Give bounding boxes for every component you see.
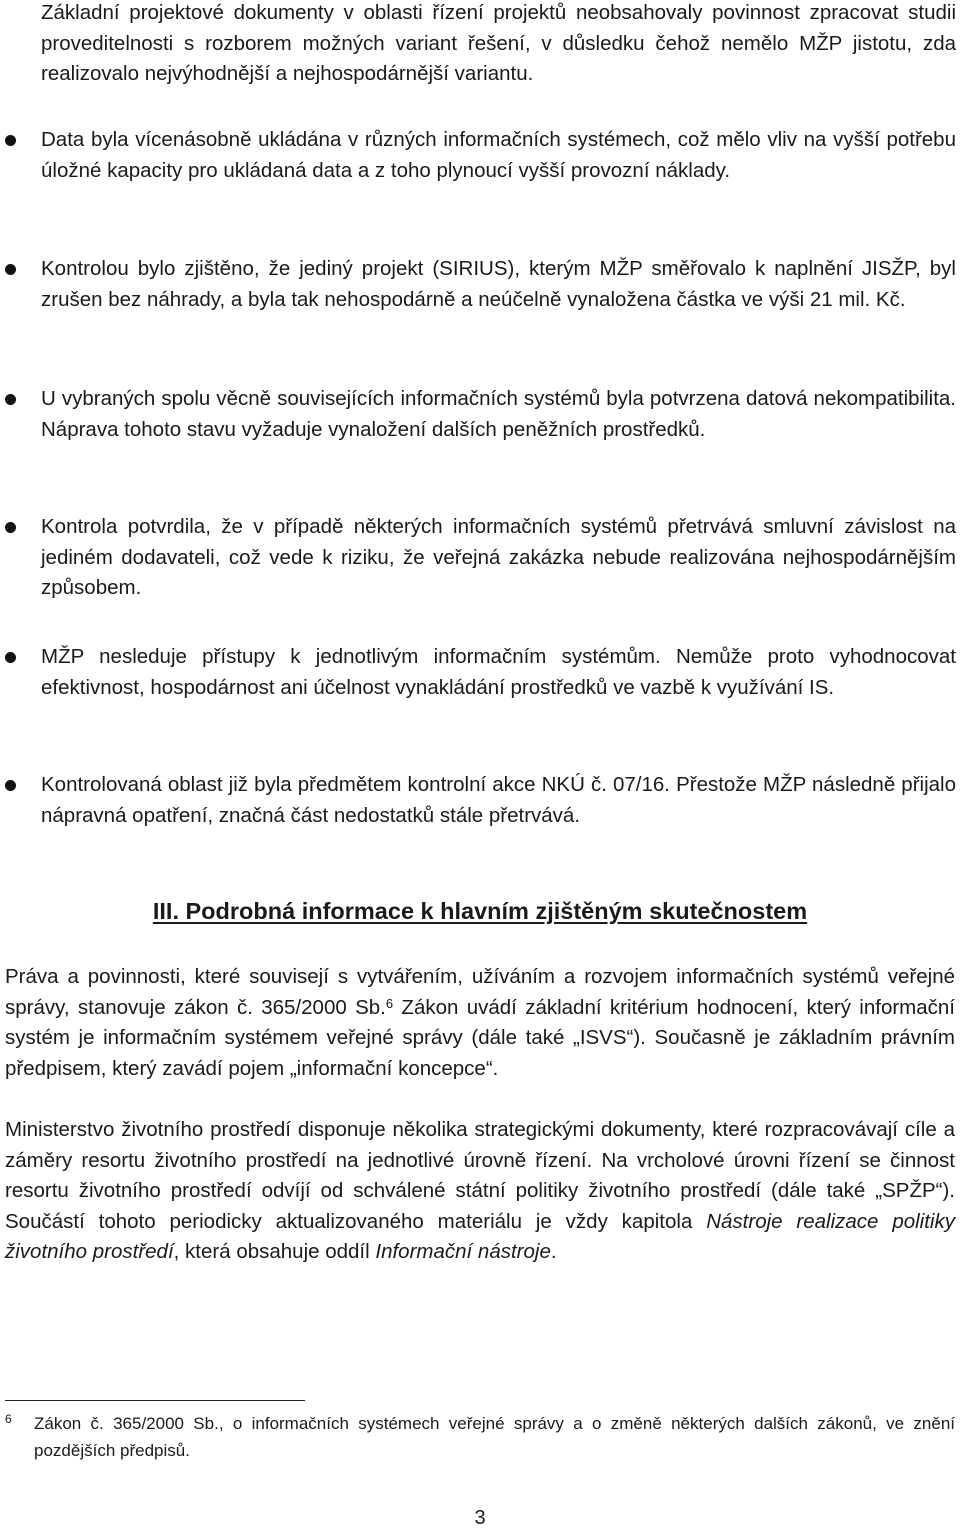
paragraph-ministry-strategy [5, 1115, 955, 1268]
list-item-text: Základní projektové dokumenty v oblasti řízení projektů neobsahovaly povinnost zpracovat studii proveditelnosti s rozborem možných variant řešení, v důsledku čehož nemělo MŽP jistotu, zda realizovalo nejvýhodnější a nejhospodárnější variantu. [41, 1, 956, 85]
footnote-text: Zákon č. 365/2000 Sb., o informačních systémech veřejné správy a o změně některých dalších zákonů, ve znění pozdějších předpisů. [34, 1414, 955, 1460]
footnote-number: 6 [5, 1412, 12, 1426]
list-item-text: Data byla vícenásobně ukládána v různých informačních systémech, což mělo vliv na vyšší potřebu úložné kapacity pro ukládaná data a z toho plynoucí vyšší provozní náklady. [41, 128, 956, 182]
list-item-text: U vybraných spolu věcně souvisejících informačních systémů byla potvrzena datová nekompatibilita. Náprava tohoto stavu vyžaduje vynaložení dalších peněžních prostředků. [41, 387, 956, 441]
bullet-dot [5, 264, 16, 275]
bullet-dot [5, 652, 16, 663]
paragraph-legal-basis [5, 962, 955, 1084]
page-number: 3 [474, 1507, 486, 1529]
paragraph-text: , která obsahuje oddíl [173, 1240, 376, 1263]
bullet-dot [5, 522, 16, 533]
list-item-text: Kontrolou bylo zjištěno, že jediný projekt (SIRIUS), kterým MŽP směřovalo k naplnění JISŽP, byl zrušen bez náhrady, a byla tak nehospodárně a neúčelně vynaložena částka ve výši 21 mil. Kč. [41, 257, 956, 311]
list-item-text: MŽP nesleduje přístupy k jednotlivým informačním systémům. Nemůže proto vyhodnocovat efektivnost, hospodárnost ani účelnost vynakládání prostředků ve vazbě k využívání IS. [41, 645, 956, 699]
list-item-text: Kontrolovaná oblast již byla předmětem kontrolní akce NKÚ č. 07/16. Přestože MŽP následně přijalo nápravná opatření, značná část nedostatků stále přetrvává. [41, 773, 956, 827]
paragraph-text: Ministerstvo životního prostředí disponuje několika strategickými dokumenty, které rozpracovávají cíle a záměry resortu životního prostředí na jednotlivé úrovně řízení. Na vrcholové úrovni řízení se činnost resortu životního prostředí odvíjí od schválené státní politiky životního prostředí (dále také „SPŽP“). Součástí tohoto periodicky aktualizovaného materiálu je vždy kapitola [5, 1118, 955, 1233]
footnote-separator [5, 1400, 305, 1401]
italic-title: Informační nástroje [375, 1240, 551, 1263]
italic-title: Nástroje realizace politiky životního prostředí [5, 1209, 955, 1263]
footnote-reference[interactable]: 6 [385, 995, 394, 1011]
bullet-dot [5, 394, 16, 405]
section-heading: III. Podrobná informace k hlavním zjištěným skutečnostem [152, 898, 808, 924]
list-item-text: Kontrola potvrdila, že v případě některých informačních systémů přetrvává smluvní závislost na jediném dodavateli, což vede k riziku, že veřejná zakázka nebude realizována nejhospodárnějším způsobem. [41, 515, 956, 599]
paragraph-text: Práva a povinnosti, které souvisejí s vytvářením, užíváním a rozvojem informačních systémů veřejné správy, stanovuje zákon č. 365/2000 Sb. [5, 965, 955, 1019]
paragraph-text: Zákon uvádí základní kritérium hodnocení, který informační systém je informačním systémem veřejné správy (dále také „ISVS“). Současně je základním právním předpisem, který zavádí pojem „informační koncepce“. [5, 995, 955, 1080]
paragraph-text: . [550, 1240, 557, 1263]
bullet-dot [5, 780, 16, 791]
bullet-dot [5, 135, 16, 146]
